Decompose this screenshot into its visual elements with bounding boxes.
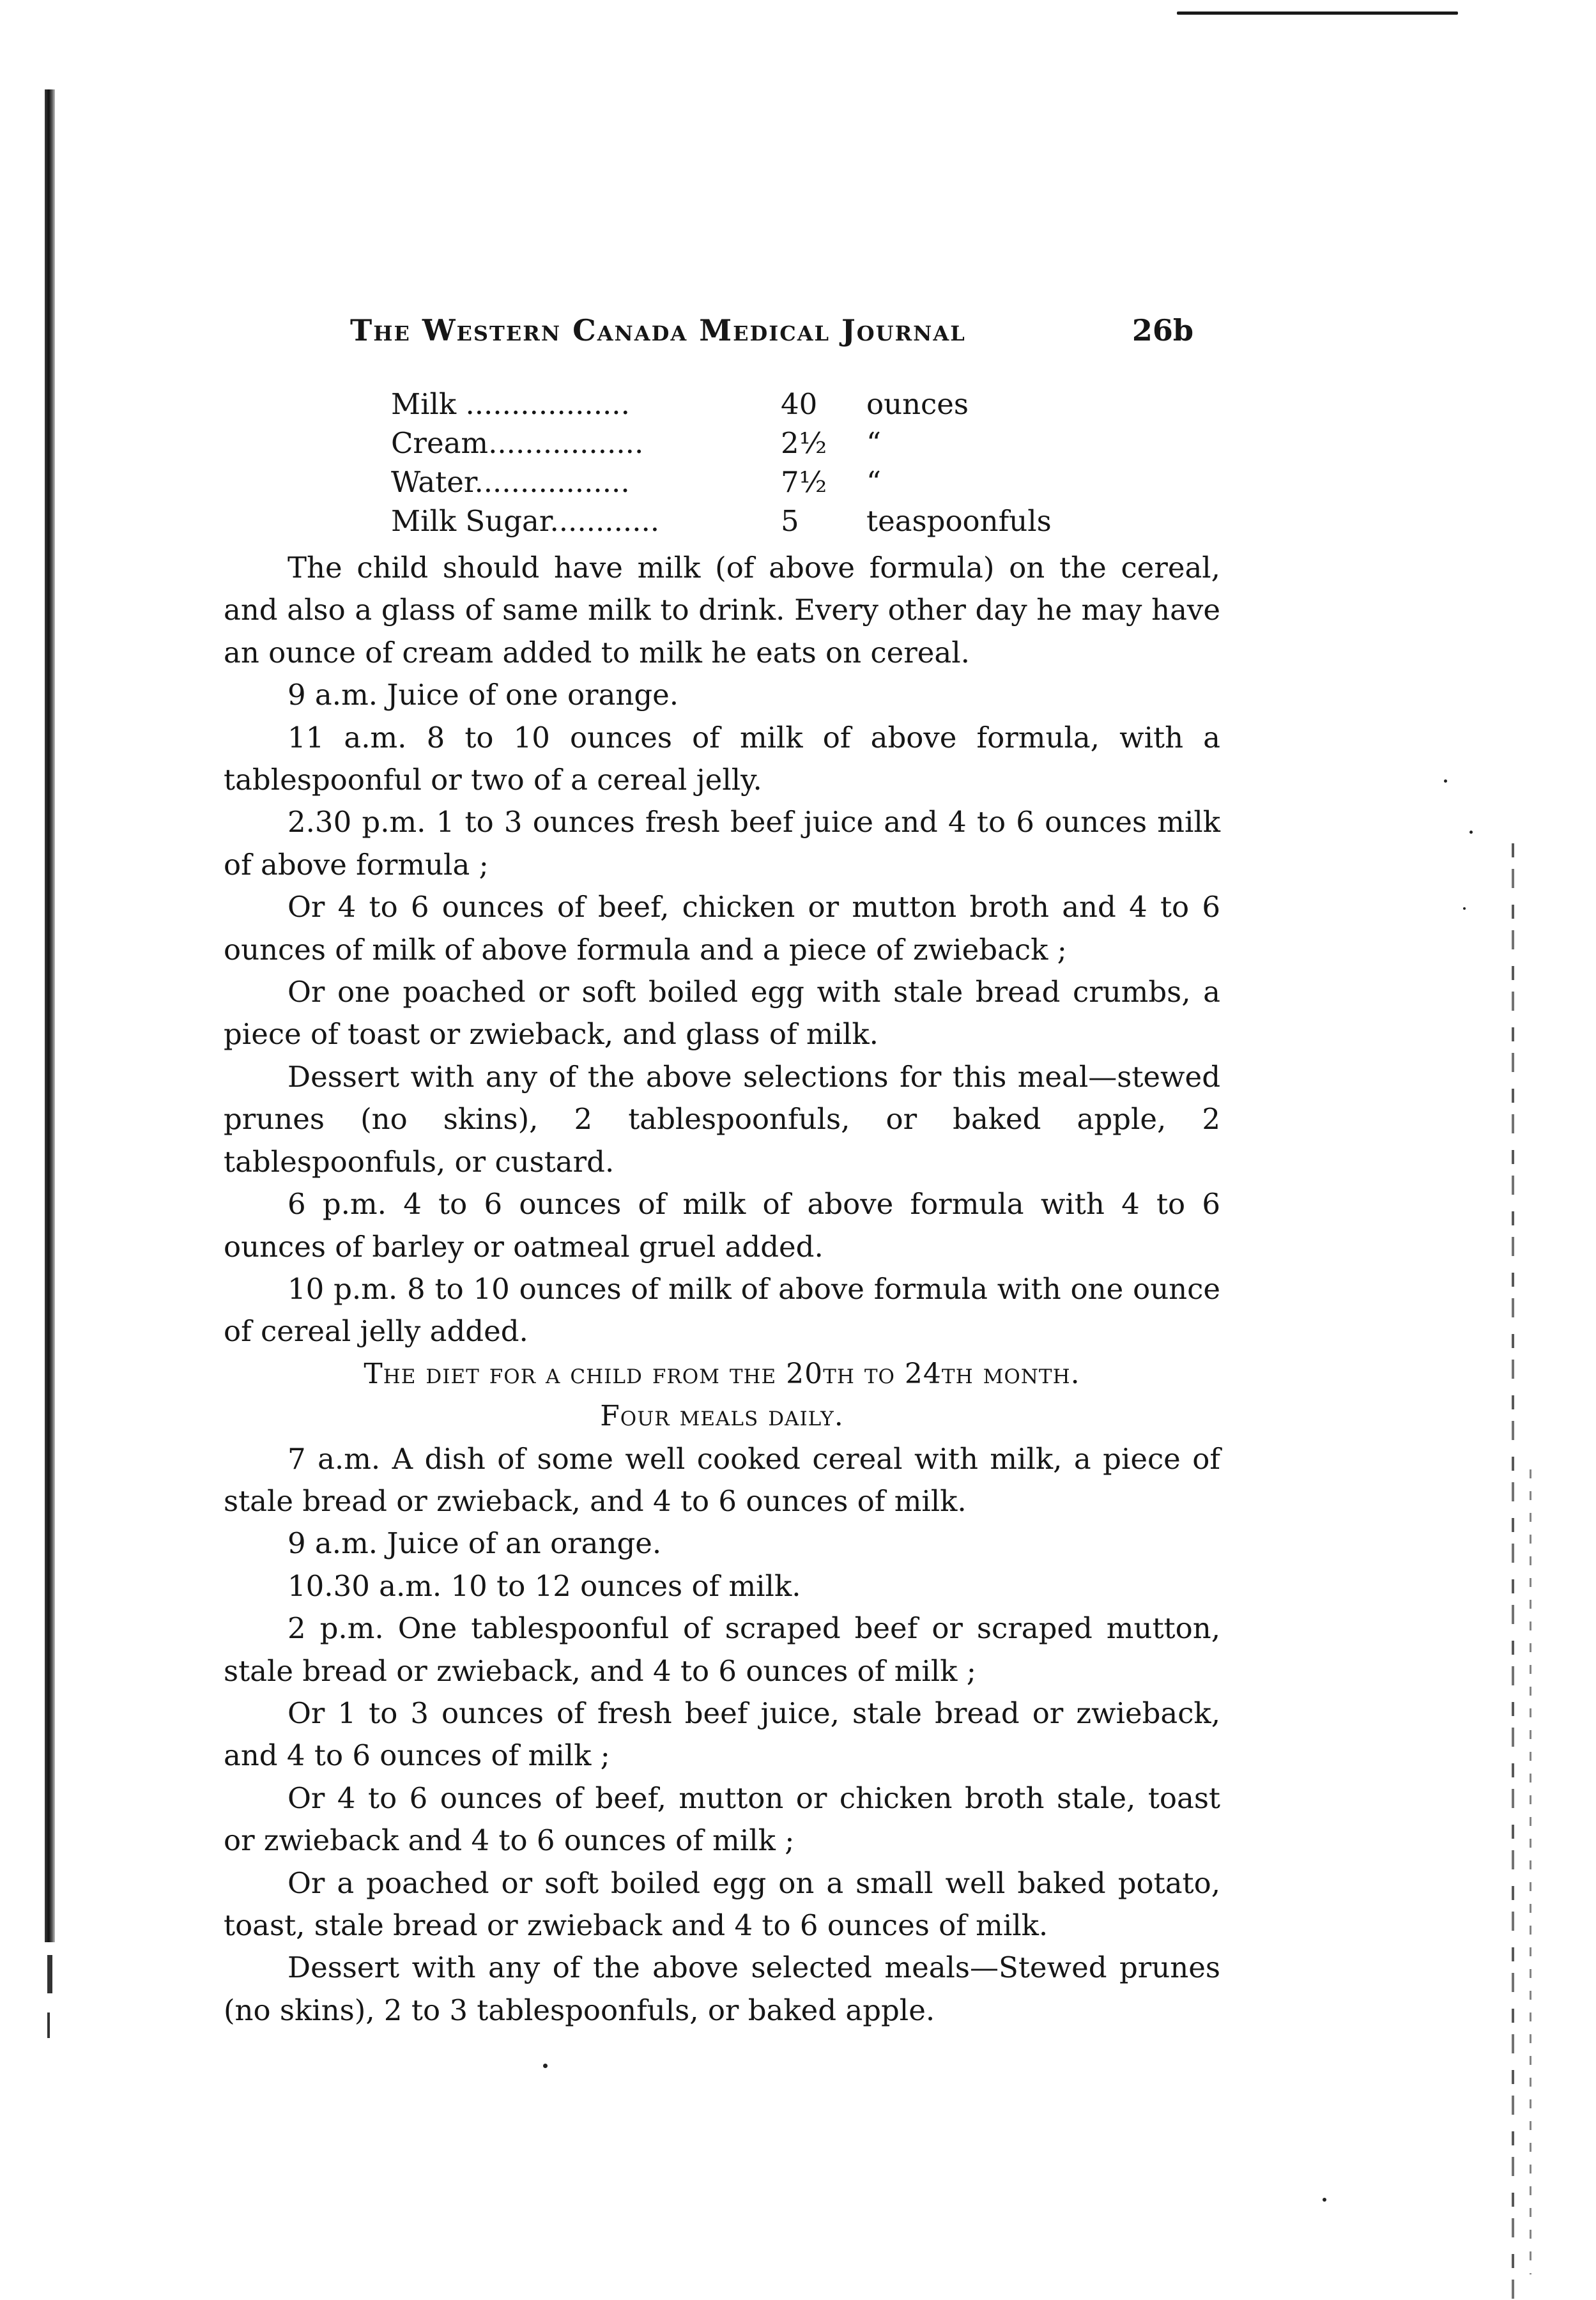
dot-leader: ................. [474, 465, 630, 499]
formula-ingredient: Water [391, 465, 475, 499]
paragraph: The child should have milk (of above formula) on the cereal, and also a glass of same milk to drink. Every other day he may have an ounce of cream added to milk he eats on cereal. [224, 551, 1220, 670]
formula-quantity: 40 [781, 387, 818, 421]
formula-quantity: 5 [781, 504, 799, 538]
dot-leader: ............ [549, 504, 660, 538]
paragraph: 2 p.m. One tablespoonful of scraped beef or scraped mutton, stale bread or zwieback, and 4 to 6 ounces of milk ; [224, 1611, 1220, 1688]
paragraph: Or a poached or soft boiled egg on a small well baked potato, toast, stale bread or zwieback and 4 to 6 ounces of milk. [224, 1866, 1220, 1942]
right-edge-shadow [1530, 1469, 1531, 2274]
speck [1469, 831, 1473, 834]
section-heading: The diet for a child from the 20th to 24th month. [364, 1357, 1080, 1390]
paragraph: Or one poached or soft boiled egg with stale bread crumbs, a piece of toast or zwieback, and glass of milk. [224, 975, 1220, 1052]
binding-edge-shadow [45, 89, 55, 1942]
paragraph: 6 p.m. 4 to 6 ounces of milk of above formula with 4 to 6 ounces of barley or oatmeal gruel added. [224, 1187, 1220, 1264]
paragraph: 11 a.m. 8 to 10 ounces of milk of above formula, with a tablespoonful or two of a cereal jelly. [224, 720, 1220, 797]
formula-quantity: 2½ [781, 426, 827, 460]
paragraph: Dessert with any of the above selected meals—Stewed prunes (no skins), 2 to 3 tablespoonfuls, or baked apple. [224, 1951, 1220, 2027]
page-number: 26b [1132, 313, 1193, 348]
running-header [350, 313, 1193, 364]
speck [1463, 907, 1466, 910]
section-subheading: Four meals daily. [600, 1400, 844, 1433]
paragraph: Or 4 to 6 ounces of beef, chicken or mutton broth and 4 to 6 ounces of milk of above formula and a piece of zwieback ; [224, 890, 1220, 967]
formula-unit: “ [866, 465, 882, 499]
binding-edge-fragment [47, 1955, 52, 1993]
paragraph: Dessert with any of the above selections for this meal—stewed prunes (no skins), 2 tablespoonfuls, or baked apple, 2 tablespoonfuls, or custard. [224, 1059, 1220, 1179]
binding-edge-fragment [47, 2012, 50, 2038]
formula-unit: ounces [866, 387, 969, 421]
journal-title: The Western Canada Medical Journal [350, 313, 966, 348]
paragraph: 9 a.m. Juice of an orange. [288, 1526, 662, 1561]
speck [543, 2064, 548, 2068]
paragraph: 9 a.m. Juice of one orange. [288, 678, 679, 712]
paragraph: Or 1 to 3 ounces of fresh beef juice, stale bread or zwieback, and 4 to 6 ounces of milk ; [224, 1696, 1220, 1773]
dot-leader: ................. [488, 426, 644, 460]
speck [1323, 2198, 1326, 2202]
formula-unit: “ [866, 426, 882, 460]
formula-ingredient: Milk [391, 387, 457, 421]
speck [1444, 779, 1447, 783]
formula-quantity: 7½ [781, 465, 827, 499]
paragraph: Or 4 to 6 ounces of beef, mutton or chicken broth stale, toast or zwieback and 4 to 6 ounces of milk ; [224, 1781, 1220, 1858]
top-rule-mark [1177, 12, 1458, 15]
paragraph: 10.30 a.m. 10 to 12 ounces of milk. [288, 1568, 801, 1603]
paragraph: 2.30 p.m. 1 to 3 ounces fresh beef juice and 4 to 6 ounces milk of above formula ; [224, 805, 1220, 882]
article-body [224, 547, 1220, 2032]
right-edge-shadow [1512, 843, 1514, 2300]
paragraph: 10 p.m. 8 to 10 ounces of milk of above formula with one ounce of cereal jelly added. [224, 1271, 1220, 1349]
formula-ingredient: Milk Sugar [391, 504, 550, 538]
formula-ingredient: Cream [391, 426, 489, 460]
paragraph: 7 a.m. A dish of some well cooked cereal with milk, a piece of stale bread or zwieback, and 4 to 6 ounces of milk. [224, 1441, 1220, 1518]
dot-leader: .................. [456, 387, 630, 421]
formula-unit: teaspoonfuls [866, 504, 1052, 538]
